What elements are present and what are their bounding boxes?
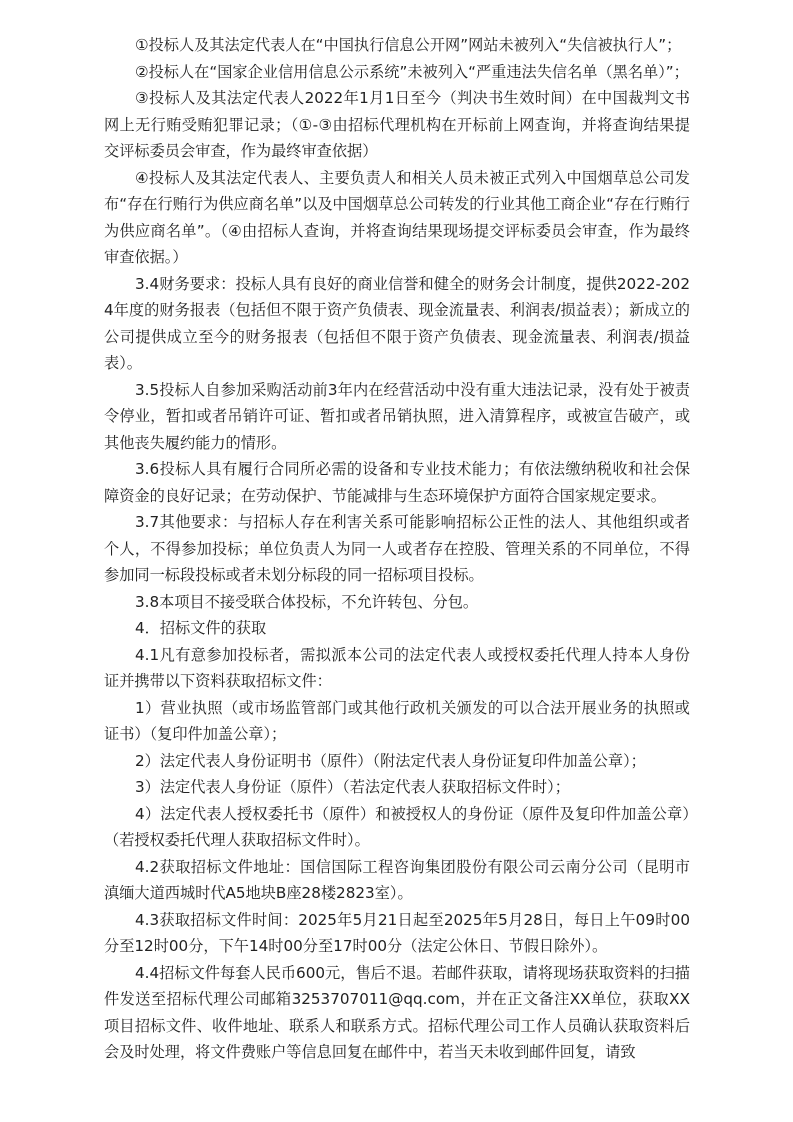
paragraph-item-3: ③投标人及其法定代表人2022年1月1日至今（判决书生效时间）在中国裁判文书网上无行贿受贿犯罪记录；（①-③由招标代理机构在开标前上网查询，并将查询结果提交评标委员会审查，作为最终审查依据） [104,89,690,160]
paragraph-document-fee: 4.4招标文件每套人民币600元，售后不退。若邮件获取，请将现场获取资料的扫描件发送至招标代理公司邮箱3253707011@qq.com，并在正文备注XX单位，获取XX项目招标文件、收件地址、联系人和联系方式。招标代理公司工作人员确认获取资料后会及时处理，将文件费账户等信息回复在邮件中，若当天未收到邮件回复，请致 [104,963,690,1061]
paragraph-no-violations: 3.5投标人自参加采购活动前3年内在经营活动中没有重大违法记录，没有处于被责令停业，暂扣或者吊销许可证、暂扣或者吊销执照，进入清算程序，或被宣告破产，或其他丧失履约能力的情形。 [104,380,690,452]
paragraph-no-consortium: 3.8本项目不接受联合体投标，不允许转包、分包。 [135,592,479,611]
list-item-id-card: 3）法定代表人身份证（原件）（若法定代表人获取招标文件时）； [135,778,570,796]
paragraph-item-1: ①投标人及其法定代表人在“中国执行信息公开网”网站未被列入“失信被执行人”； [135,36,682,54]
paragraph-capability: 3.6投标人具有履行合同所必需的设备和专业技术能力；有依法缴纳税收和社会保障资金的良好记录；在劳动保护、节能减排与生态环境保护方面符合国家规定要求。 [104,460,690,505]
paragraph-item-4: ④投标人及其法定代表人、主要负责人和相关人员未被正式列入中国烟草总公司发布“存在行贿行为供应商名单”以及中国烟草总公司转发的行业其他工商企业“存在行贿行为供应商名单”。（④由招标人查询，并将查询结果现场提交评标委员会审查，作为最终审查依据。） [104,168,690,266]
section-heading-obtain-documents: 4．招标文件的获取 [135,619,267,637]
list-item-power-of-attorney: 4）法定代表人授权委托书（原件）和被授权人的身份证（原件及复印件加盖公章）（若授权委托代理人获取招标文件时）。 [104,804,690,849]
paragraph-other-requirements: 3.7其他要求：与招标人存在利害关系可能影响招标公正性的法人、其他组织或者个人，不得参加投标；单位负责人为同一人或者存在控股、管理关系的不同单位，不得参加同一标段投标或者未划分标段的同一招标项目投标。 [104,513,690,584]
list-item-business-license: 1）营业执照（或市场监管部门或其他行政机关颁发的可以合法开展业务的执照或证书）（复印件加盖公章）； [104,698,690,743]
paragraph-obtain-address: 4.2获取招标文件地址：国信国际工程咨询集团股份有限公司云南分公司（昆明市滇缅大道西城时代A5地块B座28楼2823室）。 [104,857,690,902]
paragraph-obtain-time: 4.3获取招标文件时间：2025年5月21日起至2025年5月28日，每日上午09时00分至12时00分，下午14时00分至17时00分（法定公休日、节假日除外）。 [104,910,690,955]
paragraph-financial-requirements: 3.4财务要求：投标人具有良好的商业信誉和健全的财务会计制度，提供2022-2024年度的财务报表（包括但不限于资产负债表、现金流量表、利润表/损益表）；新成立的公司提供成立至今的财务报表（包括但不限于资产负债表、现金流量表、利润表/损益表）。 [104,274,690,372]
paragraph-obtain-intro: 4.1凡有意参加投标者，需拟派本公司的法定代表人或授权委托代理人持本人身份证并携带以下资料获取招标文件： [104,645,690,690]
paragraph-item-2: ②投标人在“国家企业信用信息公示系统”未被列入“严重违法失信名单（黑名单）”； [135,62,689,81]
document-page [104,32,690,1066]
list-item-identity-certificate: 2）法定代表人身份证明书（原件）（附法定代表人身份证复印件加盖公章）； [135,751,646,770]
